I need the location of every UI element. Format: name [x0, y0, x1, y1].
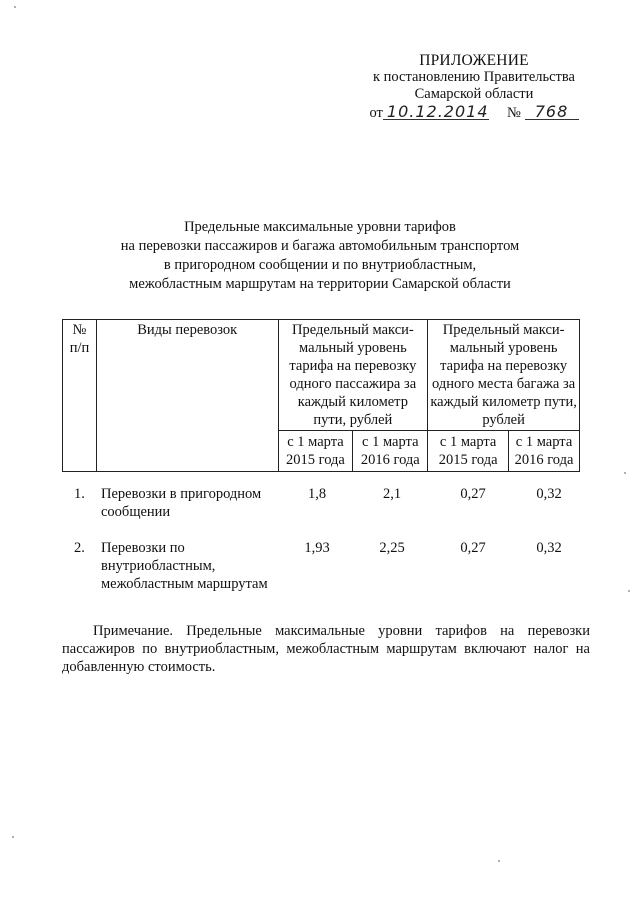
row-1-passenger-2015: 1,8: [307, 486, 327, 502]
row-2-passenger-2015: 1,93: [304, 540, 330, 556]
col-number-header: № п/п: [63, 320, 97, 472]
col-passenger-header: Предельный макси-мальный уровень тарифа на перевозку одного пассажира за каждый километр пути, рублей: [278, 320, 428, 431]
row-2-passenger-2016: 2,25: [379, 540, 405, 556]
document-heading: [60, 218, 580, 294]
appendix-header: [340, 52, 608, 122]
handwritten-number: 768: [525, 104, 579, 120]
row-2-baggage-2016: 0,32: [536, 540, 562, 556]
scan-speck: [498, 860, 500, 862]
handwritten-date: 10.12.2014: [383, 104, 489, 120]
tariff-table-header: [62, 319, 580, 472]
sub-passenger-2016: с 1 марта 2016 года: [353, 431, 428, 472]
heading-line-2: на перевозки пассажиров и багажа автомобильным транспортом: [120, 238, 520, 254]
row-2-name: Перевозки по внутриобластным, межобластным маршрутам: [101, 540, 268, 592]
date-number-line: [340, 104, 608, 122]
sub-baggage-2015: с 1 марта 2015 года: [428, 431, 509, 472]
row-1-passenger-2016: 2,1: [382, 486, 402, 502]
scan-speck: [624, 472, 626, 474]
row-1-name: Перевозки в пригородном сообщении: [101, 486, 262, 520]
heading-line-4: межобластным маршрутам на территории Самарской области: [129, 276, 511, 292]
resolution-line: к постановлению Правительства: [373, 69, 575, 85]
row-1-number: 1.: [74, 486, 85, 502]
date-prefix: от: [369, 105, 383, 121]
row-1-baggage-2015: 0,27: [460, 486, 486, 502]
col-type-header: Виды перевозок: [96, 320, 278, 472]
col-baggage-header: Предельный макси-мальный уровень тарифа на перевозку одного места багажа за каждый километр пути, рублей: [428, 320, 580, 431]
region-line: Самарской области: [414, 86, 534, 102]
row-2-number: 2.: [74, 540, 85, 556]
scan-speck: [14, 6, 16, 8]
scan-speck: [628, 590, 630, 592]
appendix-title: ПРИЛОЖЕНИЕ: [419, 52, 529, 69]
number-prefix: №: [507, 105, 521, 121]
heading-line-3: в пригородном сообщении и по внутриобластным,: [163, 257, 477, 273]
note-paragraph: Примечание. Предельные максимальные уровни тарифов на перевозки пассажиров по внутриобластным, межобластным маршрутам включают налог на добавленную стоимость.: [62, 623, 590, 675]
row-2-baggage-2015: 0,27: [460, 540, 486, 556]
row-1-baggage-2016: 0,32: [536, 486, 562, 502]
heading-line-1: Предельные максимальные уровни тарифов: [184, 219, 456, 235]
scan-speck: [12, 836, 14, 838]
sub-baggage-2016: с 1 марта 2016 года: [509, 431, 580, 472]
sub-passenger-2015: с 1 марта 2015 года: [278, 431, 353, 472]
